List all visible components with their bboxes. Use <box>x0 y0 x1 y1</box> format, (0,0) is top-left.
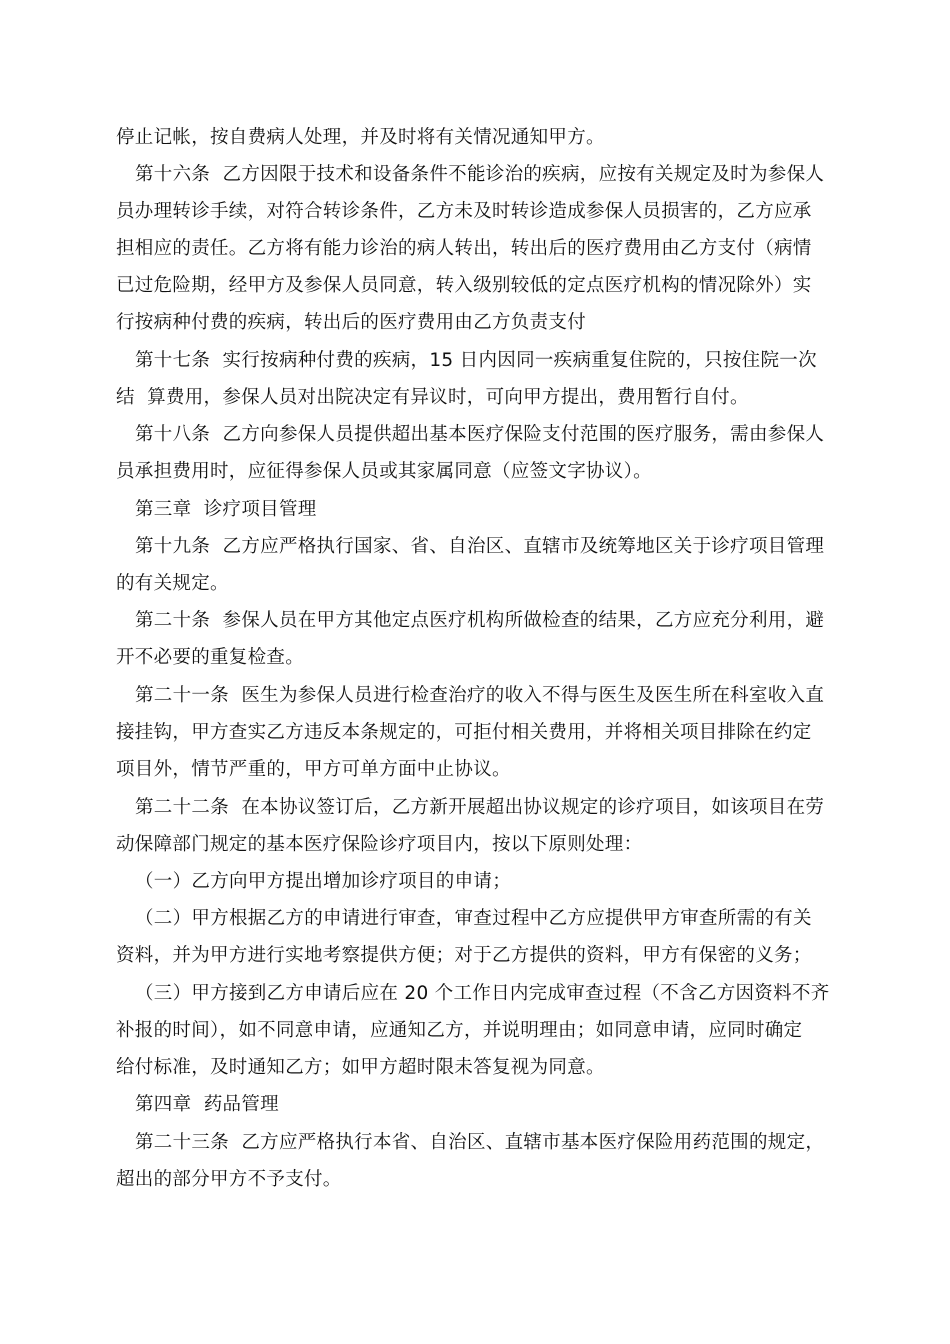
chapter-heading: 第四章 药品管理 <box>135 1094 279 1115</box>
text-line: 第十六条 乙方因限于技术和设备条件不能诊治的疾病，应按有关规定及时为参保人 <box>135 164 825 185</box>
text-line: （三）甲方接到乙方申请后应在 20 个工作日内完成审查过程（不含乙方因资料不齐 <box>135 983 830 1004</box>
text-line: 结 算费用，参保人员对出院决定有异议时，可向甲方提出，费用暂行自付。 <box>116 387 749 408</box>
text-line: 第十七条 实行按病种付费的疾病，15 日内因同一疾病重复住院的，只按住院一次 <box>135 350 817 371</box>
text-line: 的有关规定。 <box>116 573 229 594</box>
text-line: 第二十一条 医生为参保人员进行检查治疗的收入不得与医生及医生所在科室收入直 <box>135 685 825 706</box>
text-line: 补报的时间），如不同意申请，应通知乙方，并说明理由；如同意申请，应同时确定 <box>116 1020 803 1041</box>
text-line: 第十九条 乙方应严格执行国家、省、自治区、直辖市及统筹地区关于诊疗项目管理 <box>135 536 825 557</box>
text-line: 员承担费用时，应征得参保人员或其家属同意（应签文字协议）。 <box>116 461 652 482</box>
text-line: 员办理转诊手续，对符合转诊条件，乙方未及时转诊造成参保人员损害的，乙方应承 <box>116 201 812 222</box>
text-line: （二）甲方根据乙方的申请进行审查，审查过程中乙方应提供甲方审查所需的有关 <box>135 908 812 929</box>
text-line: 资料，并为甲方进行实地考察提供方便；对于乙方提供的资料，甲方有保密的义务； <box>116 945 812 966</box>
chapter-heading: 第三章 诊疗项目管理 <box>135 499 317 520</box>
text-line: 开不必要的重复检查。 <box>116 647 305 668</box>
text-line: 行按病种付费的疾病，转出后的医疗费用由乙方负责支付 <box>116 312 587 333</box>
text-line: 项目外，情节严重的，甲方可单方面中止协议。 <box>116 759 511 780</box>
text-line: 动保障部门规定的基本医疗保险诊疗项目内，按以下原则处理： <box>116 834 643 855</box>
text-line: 接挂钩，甲方查实乙方违反本条规定的，可拒付相关费用，并将相关项目排除在约定 <box>116 722 812 743</box>
text-line: 第二十二条 在本协议签订后，乙方新开展超出协议规定的诊疗项目，如该项目在劳 <box>135 797 825 818</box>
text-line: 担相应的责任。乙方将有能力诊治的病人转出，转出后的医疗费用由乙方支付（病情 <box>116 238 812 259</box>
text-line: 第二十条 参保人员在甲方其他定点医疗机构所做检查的结果，乙方应充分利用，避 <box>135 610 825 631</box>
text-line: 第十八条 乙方向参保人员提供超出基本医疗保险支付范围的医疗服务，需由参保人 <box>135 424 825 445</box>
text-line: 已过危险期，经甲方及参保人员同意，转入级别较低的定点医疗机构的情况除外）实 <box>116 275 812 296</box>
text-line: 超出的部分甲方不予支付。 <box>116 1169 342 1190</box>
text-line: 停止记帐，按自费病人处理，并及时将有关情况通知甲方。 <box>116 127 605 148</box>
text-line: （一）乙方向甲方提出增加诊疗项目的申请； <box>135 871 512 892</box>
text-line: 给付标准，及时通知乙方；如甲方超时限未答复视为同意。 <box>116 1057 605 1078</box>
text-line: 第二十三条 乙方应严格执行本省、自治区、直辖市基本医疗保险用药范围的规定， <box>135 1132 825 1153</box>
